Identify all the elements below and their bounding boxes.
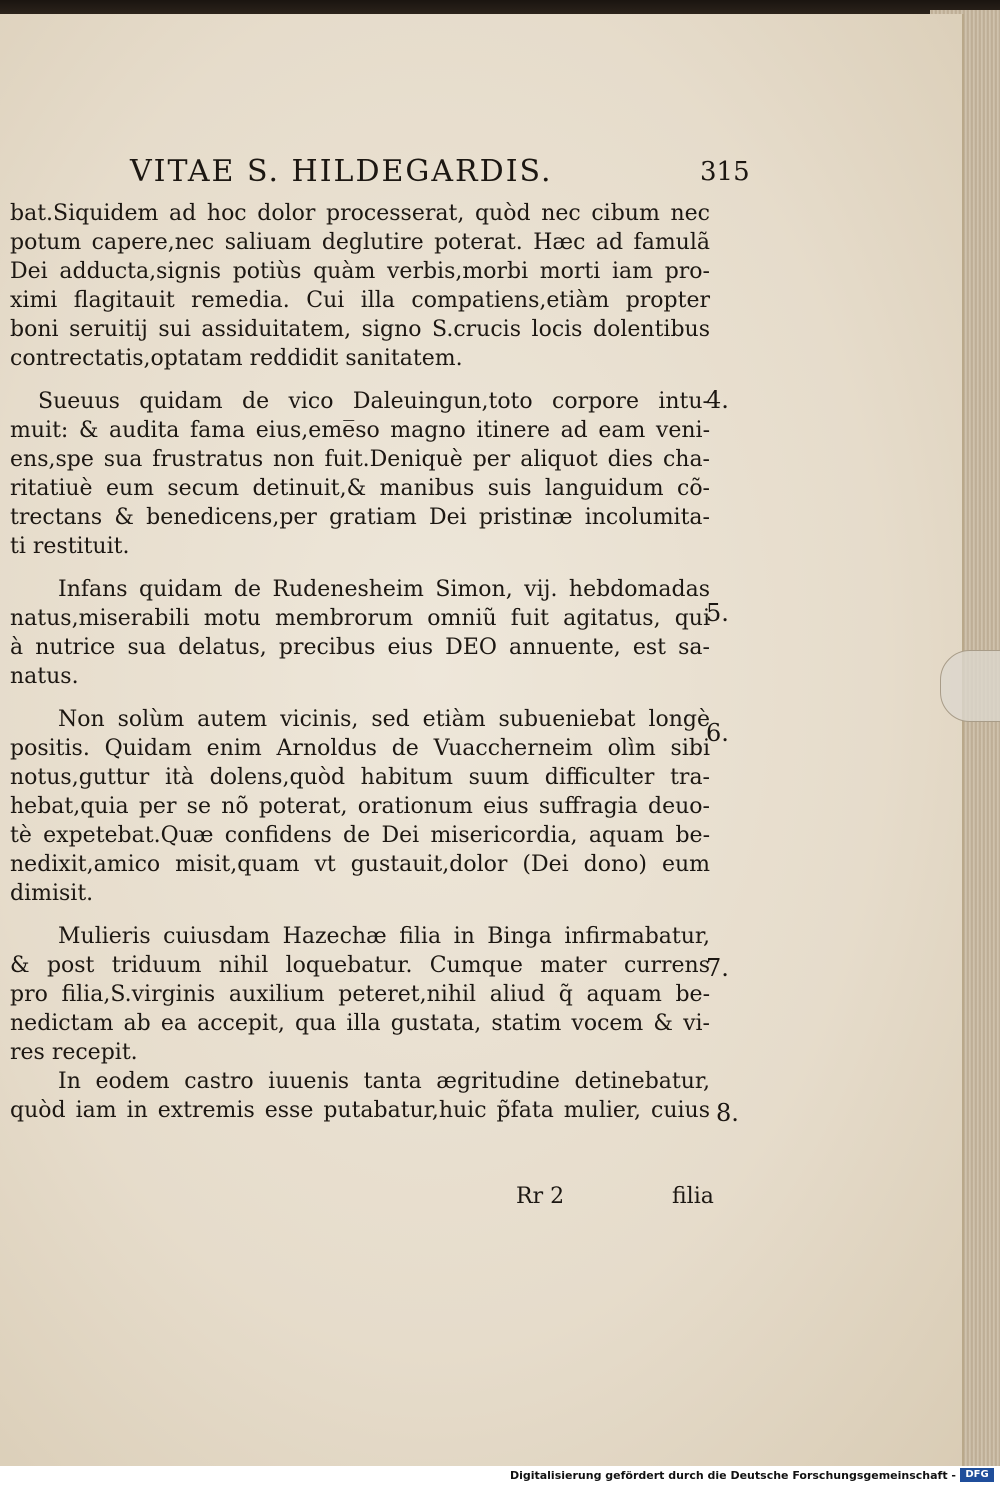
text-line: ens,spe sua frustratus non fuit.Deniquè per aliquot dies cha- — [10, 447, 710, 472]
text-line: natus,miserabili motu membrorum omniũ fuit agitatus, qui — [10, 606, 710, 631]
text-line: In eodem castro iuuenis tanta ægritudine detinebatur, — [58, 1069, 710, 1094]
page-number: 315 — [700, 157, 750, 187]
paragraph-5 — [10, 922, 710, 1067]
text-line: quòd iam in extremis esse putabatur,huic p̃fata mulier, cuius — [10, 1098, 710, 1123]
margin-number-5: 5. — [706, 599, 729, 627]
page-body — [10, 199, 710, 1125]
text-line: natus. — [10, 664, 79, 689]
text-line: & post triduum nihil loquebatur. Cumque mater currens — [10, 953, 710, 978]
text-line: Infans quidam de Rudenesheim Simon, vij. hebdomadas — [58, 577, 710, 602]
margin-number-4: 4. — [706, 386, 729, 414]
margin-number-6: 6. — [706, 719, 729, 747]
text-line: res recepit. — [10, 1040, 138, 1065]
signature-mark: Rr 2 — [516, 1184, 565, 1209]
text-line: trectans & benedicens,per gratiam Dei pristinæ incolumita- — [10, 505, 710, 530]
paragraph-2 — [10, 387, 710, 561]
text-line: ximi flagitauit remedia. Cui illa compatiens,etiàm propter — [10, 288, 710, 313]
text-line: pro filia,S.virginis auxilium peteret,nihil aliud q̃ aquam be- — [10, 982, 710, 1007]
text-line: Dei adducta,signis potiùs quàm verbis,morbi morti iam pro- — [10, 259, 710, 284]
text-line: notus,guttur ità dolens,quòd habitum suum difficulter tra- — [10, 765, 710, 790]
text-line: ti restituit. — [10, 534, 130, 559]
text-line: à nutrice sua delatus, precibus eius DEO annuente, est sa- — [10, 635, 710, 660]
text-line: hebat,quia per se nõ poterat, orationum eius suffragia deuo- — [10, 794, 710, 819]
catchword: filia — [672, 1184, 714, 1209]
paragraph-6 — [10, 1067, 710, 1125]
dfg-logo: DFG — [960, 1468, 994, 1482]
book-page — [0, 14, 964, 1466]
paragraph-4 — [10, 705, 710, 908]
margin-number-8: 8. — [716, 1099, 739, 1127]
text-line: contrectatis,optatam reddidit sanitatem. — [10, 346, 463, 371]
margin-number-7: 7. — [706, 954, 729, 982]
text-line: boni seruitij sui assiduitatem, signo S.crucis locis dolentibus — [10, 317, 710, 342]
text-line: dimisit. — [10, 881, 94, 906]
funding-credit: Digitalisierung gefördert durch die Deutsche Forschungsgemeinschaft - — [509, 1469, 956, 1482]
text-line: Sueuus quidam de vico Daleuingun,toto corpore intu- — [38, 389, 710, 414]
text-line: bat.Siquidem ad hoc dolor processerat, quòd nec cibum nec — [10, 201, 710, 226]
paragraph-1 — [10, 199, 710, 373]
text-line: Non solùm autem vicinis, sed etiàm subueniebat longè — [58, 707, 710, 732]
paragraph-3 — [10, 575, 710, 691]
text-line: nedictam ab ea accepit, qua illa gustata, statim vocem & vi- — [10, 1011, 710, 1036]
text-line: muit: & audita fama eius,eme̅so magno itinere ad eam veni- — [10, 418, 710, 443]
text-line: tè expetebat.Quæ confidens de Dei misericordia, aquam be- — [10, 823, 710, 848]
text-line: ritatiuè eum secum detinuit,& manibus suis languidum cõ- — [10, 476, 710, 501]
running-title: VITAE S. HILDEGARDIS. — [130, 154, 553, 189]
text-line: positis. Quidam enim Arnoldus de Vuaccherneim olìm sibi — [10, 736, 710, 761]
text-line: Mulieris cuiusdam Hazechæ filia in Binga infirmabatur, — [58, 924, 710, 949]
bookmark-clip — [940, 650, 1000, 722]
text-line: nedixit,amico misit,quam vt gustauit,dolor (Dei dono) eum — [10, 852, 710, 877]
text-line: potum capere,nec saliuam deglutire poterat. Hæc ad famulã — [10, 230, 710, 255]
